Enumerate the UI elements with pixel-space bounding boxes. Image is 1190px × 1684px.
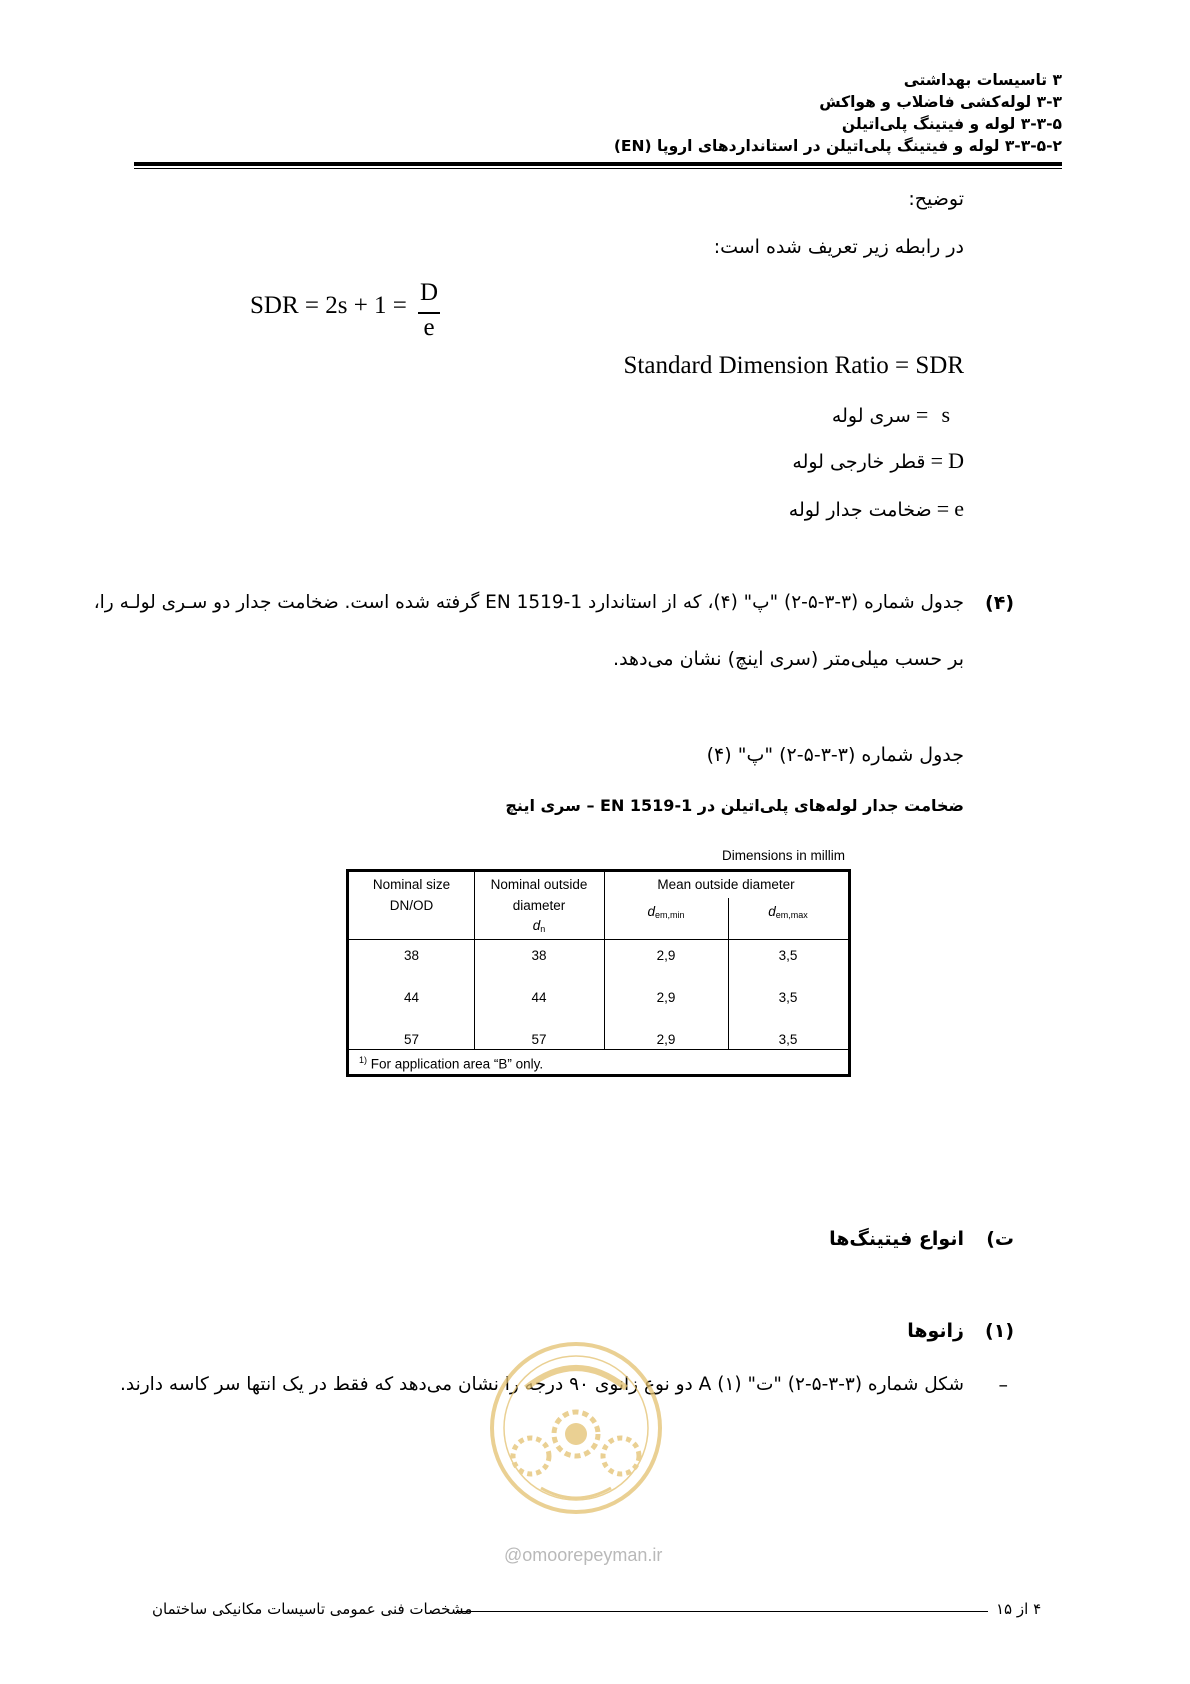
col4-header-symbol [728,904,848,920]
col2-symbol: d [532,918,541,933]
def-s-text: سری لوله [831,405,911,427]
col4-symbol: d [768,904,776,919]
table-footnote-rule [349,1049,848,1050]
def-e-text: ضخامت جدار لوله [788,499,932,521]
table-cell: 3,5 [778,948,798,963]
header-rule-thin [134,168,1062,169]
formula-lhs: SDR = 2s + 1 = [250,292,407,319]
section-t-marker: ت) [986,1228,1014,1250]
watermark-url-text: omoorepeyman.ir [522,1545,663,1565]
table-cell: 2,9 [656,948,676,963]
col1-header-line2: DN/OD [389,898,434,913]
def-d-eq: = [930,448,944,473]
header-line-1: ۳ تاسیسات بهداشتی [903,71,1062,89]
table-cell: 3,5 [778,990,798,1005]
footer-page-number: ۴ از ۱۵ [996,1600,1042,1618]
def-s-eq: = [915,402,929,427]
bullet-dash: – [998,1374,1008,1396]
table-footnote [359,1055,543,1072]
section-t-title: انواع فیتینگ‌ها [829,1228,964,1250]
def-e [789,496,964,522]
table-cell: 3,5 [778,1032,798,1047]
def-d [792,448,964,474]
table-cell: 2,9 [656,990,676,1005]
sub1-title: زانوها [907,1320,964,1342]
thickness-table [346,869,851,1077]
table-cell: 38 [531,948,547,963]
table-title: ضخامت جدار لوله‌های پلی‌اتیلن در EN 1519-1 – سری اینچ [505,796,964,815]
def-d-symbol: D [948,448,964,473]
col1-header-line1: Nominal size [372,877,451,892]
sdr-definition: Standard Dimension Ratio = SDR [623,352,964,379]
col2-symbol-sub: n [540,924,546,934]
footer-title: مشخصات فنی عمومی تاسیسات مکانیکی ساختمان [152,1600,473,1618]
col3-header-symbol [604,904,728,920]
col4-symbol-sub: em,max [775,910,808,920]
watermark-url [504,1545,662,1566]
sub1-marker: (۱) [985,1320,1014,1342]
def-s-symbol: s [941,402,950,427]
formula-numerator: D [419,279,439,306]
formula-denominator: e [423,314,435,341]
col3-symbol: d [647,904,655,919]
def-s [832,402,950,428]
table-header-rule [349,939,848,940]
watermark-seal-icon [486,1338,666,1528]
explanation-title: توضیح: [908,188,964,210]
table-cell: 2,9 [656,1032,676,1047]
para4-line1: جدول شماره (۳-۳-۵-۲) "پ" (۴)، که از استاندارد EN 1519-1 گرفته شده است. ضخامت جدار دو سـری لولـه را، [93,592,964,613]
table-cell: 57 [531,1032,547,1047]
footer-rule [456,1611,988,1612]
header-line-4: ۳-۳-۵-۲ لوله و فیتینگ پلی‌اتیلن در استانداردهای اروپا (EN) [613,137,1062,155]
col2-header-line1: Nominal outside [490,877,588,892]
table-vline-3 [728,898,729,1049]
table-cell: 57 [403,1032,420,1047]
table-units-note: Dimensions in millim [722,848,846,863]
def-d-text: قطر خارجی لوله [792,451,926,473]
explanation-intro: در رابطه زیر تعریف شده است: [713,236,964,258]
table-cell: 44 [403,990,420,1005]
header-rule-thick [134,162,1062,166]
col2-header-symbol [474,918,604,934]
def-e-symbol: e [954,496,964,521]
bullet-text: شکل شماره (۳-۳-۵-۲) "ت" (۱) A دو نوع زانوی ۹۰ درجه را نشان می‌دهد که فقط در یک انتها سر کاسه دارند. [119,1374,964,1395]
para4-number: (۴) [985,592,1014,614]
table-cell: 38 [403,948,420,963]
footnote-text: For application area “B” only. [370,1056,544,1072]
at-icon: @ [504,1545,523,1565]
col3-symbol-sub: em,min [655,910,685,920]
footnote-mark: 1) [359,1055,368,1065]
def-e-eq: = [936,496,950,521]
sdr-formula [250,280,450,350]
header-line-2: ۳-۳ لوله‌کشی فاضلاب و هواکش [819,93,1062,111]
table-cell: 44 [531,990,547,1005]
col2-header-line2: diameter [512,898,566,913]
para4-line2: بر حسب میلی‌متر (سری اینچ) نشان می‌دهد. [613,648,964,670]
header-line-3: ۳-۳-۵ لوله و فیتینگ پلی‌اتیلن [841,115,1062,133]
col34-header: Mean outside diameter [657,877,795,892]
watermark-logo [486,1338,666,1528]
table-number: جدول شماره (۳-۳-۵-۲) "پ" (۴) [706,744,964,766]
